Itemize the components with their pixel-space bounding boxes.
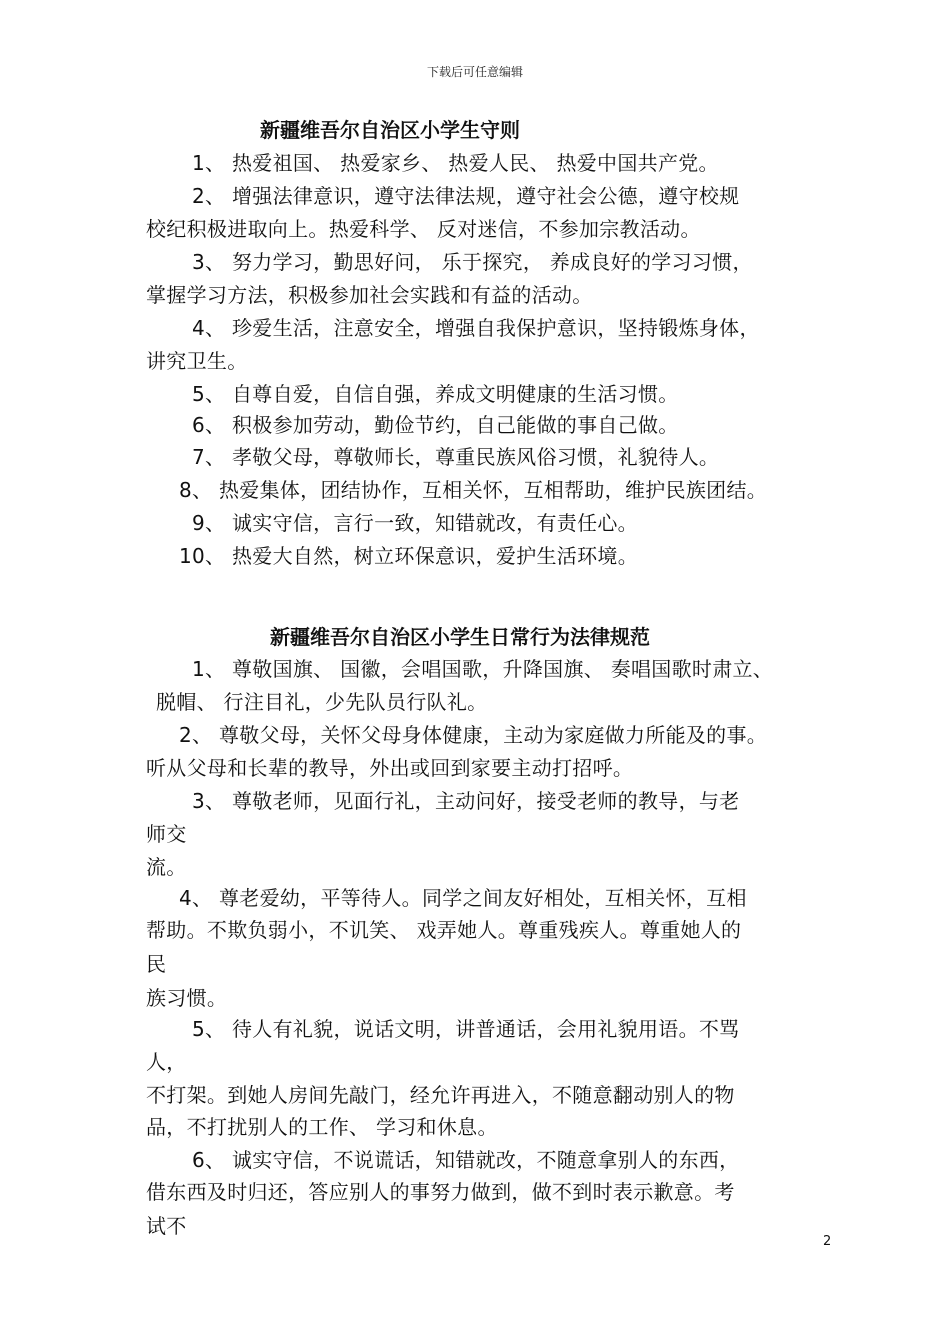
- norms-line: 帮助。不欺负弱小，不讥笑、 戏弄她人。尊重残疾人。尊重她人的: [146, 918, 742, 942]
- rules-line: 10、 热爱大自然，树立环保意识，爱护生活环境。: [179, 544, 639, 568]
- rules-line: 9、 诚实守信，言行一致，知错就改，有责任心。: [192, 511, 638, 535]
- rules-line: 3、 努力学习，勤思好问， 乐于探究， 养成良好的学习习惯，: [192, 250, 753, 274]
- norms-line: 脱帽、 行注目礼，少先队员行队礼。: [156, 690, 488, 714]
- norms-line: 6、 诚实守信，不说谎话，知错就改，不随意拿别人的东西，: [192, 1148, 740, 1172]
- rules-line: 掌握学习方法，积极参加社会实践和有益的活动。: [146, 283, 593, 307]
- norms-line: 人，: [146, 1050, 187, 1074]
- rules-line: 5、 自尊自爱，自信自强，养成文明健康的生活习惯。: [192, 382, 679, 406]
- norms-line: 5、 待人有礼貌，说话文明，讲普通话，会用礼貌用语。不骂: [192, 1017, 740, 1041]
- rules-line: 4、 珍爱生活，注意安全，增强自我保护意识，坚持锻炼身体，: [192, 316, 760, 340]
- norms-line: 试不: [146, 1214, 187, 1238]
- norms-line: 听从父母和长辈的教导，外出或回到家要主动打招呼。: [146, 756, 634, 780]
- norms-line: 师交: [146, 822, 187, 846]
- norms-line: 借东西及时归还，答应别人的事努力做到，做不到时表示歉意。考: [146, 1180, 735, 1204]
- rules-line: 8、 热爱集体，团结协作，互相关怀，互相帮助，维护民族团结。: [179, 478, 768, 502]
- rules-line: 讲究卫生。: [146, 349, 248, 373]
- rules-line: 1、 热爱祖国、 热爱家乡、 热爱人民、 热爱中国共产党。: [192, 151, 719, 175]
- norms-line: 2、 尊敬父母，关怀父母身体健康，主动为家庭做力所能及的事。: [179, 723, 768, 747]
- norms-line: 品，不打扰别人的工作、 学习和休息。: [146, 1115, 498, 1139]
- title-behavior-norms: 新疆维吾尔自治区小学生日常行为法律规范: [270, 625, 650, 649]
- rules-line: 校纪积极进取向上。热爱科学、 反对迷信，不参加宗教活动。: [146, 217, 701, 241]
- norms-line: 4、 尊老爱幼，平等待人。同学之间友好相处，互相关怀，互相: [179, 886, 747, 910]
- page-header: 下载后可任意编辑: [426, 65, 523, 79]
- rules-line: 6、 积极参加劳动，勤俭节约，自己能做的事自己做。: [192, 413, 679, 437]
- norms-line: 3、 尊敬老师，见面行礼，主动问好，接受老师的教导，与老: [192, 789, 740, 813]
- title-student-rules: 新疆维吾尔自治区小学生守则: [260, 118, 520, 142]
- norms-line: 流。: [146, 855, 187, 879]
- rules-line: 7、 孝敬父母，尊敬师长，尊重民族风俗习惯，礼貌待人。: [192, 445, 720, 469]
- norms-line: 不打架。到她人房间先敲门，经允许再进入，不随意翻动别人的物: [146, 1083, 735, 1107]
- norms-line: 民: [146, 952, 167, 976]
- norms-line: 1、 尊敬国旗、 国徽，会唱国歌，升降国旗、 奏唱国歌时肃立、: [192, 657, 774, 681]
- rules-line: 2、 增强法律意识，遵守法律法规，遵守社会公德，遵守校规: [192, 184, 740, 208]
- page-number: 2: [823, 1234, 832, 1249]
- norms-line: 族习惯。: [146, 986, 228, 1010]
